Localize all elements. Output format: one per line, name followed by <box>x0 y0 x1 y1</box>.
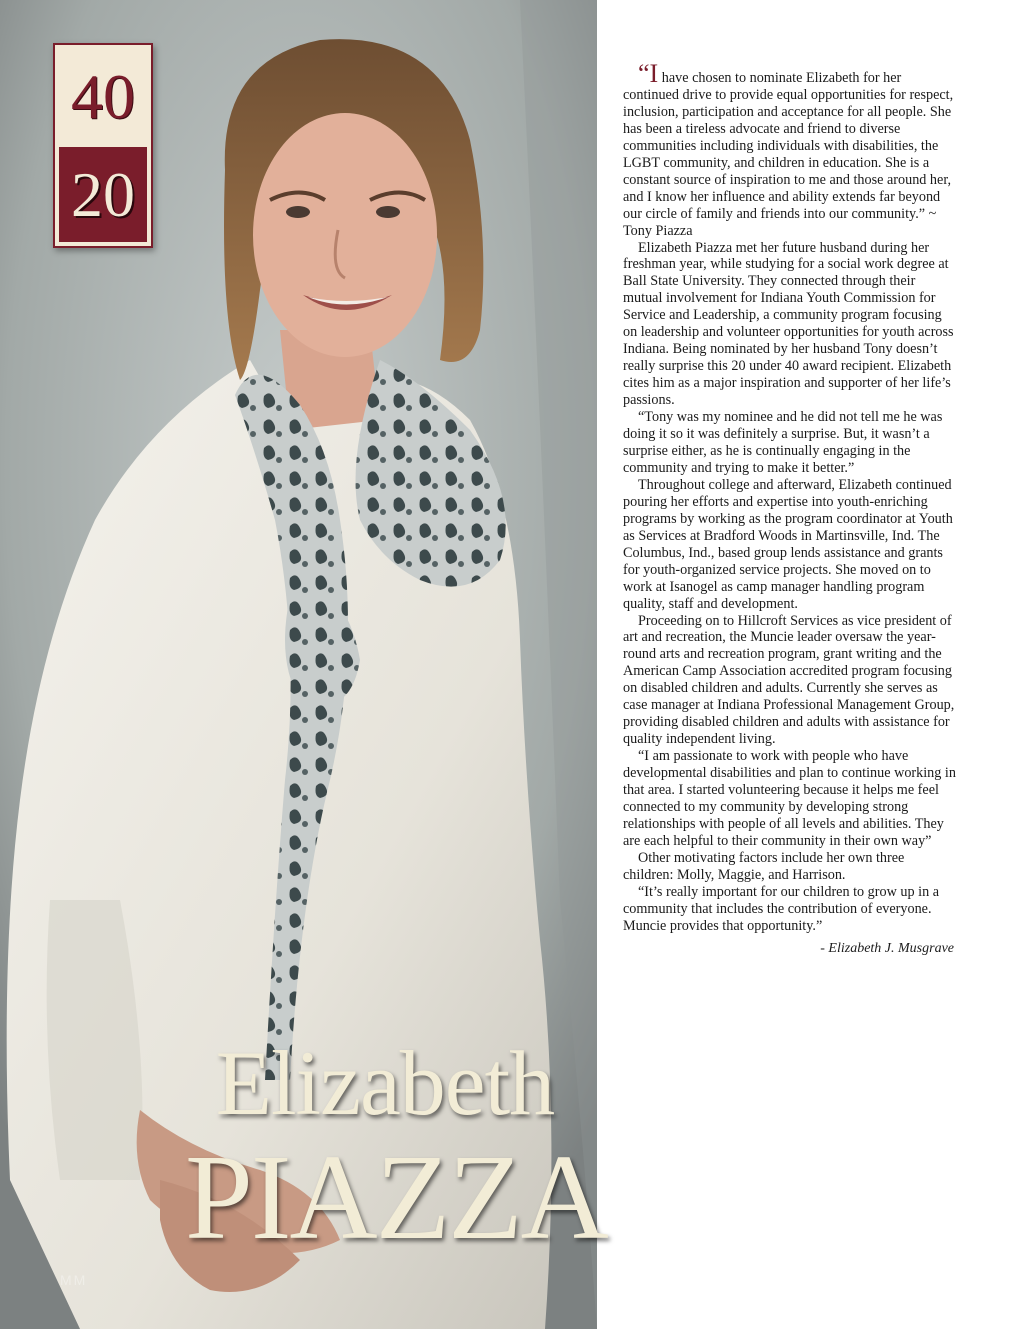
article-paragraph-text: have chosen to nominate Elizabeth for her continued drive to provide equal opportunities for respect, inclusion, participation and acceptance for all people. She has been a tireless advocate and friend to diverse communities including individuals with disabilities, the LGBT community, and children in education. She is a constant source of inspiration to me and those around her, and I know her influence and ability extends far beyond our circle of family and friends into our community.” ~ Tony Piazza <box>623 70 954 239</box>
article-paragraph: Throughout college and afterward, Elizabeth continued pouring her efforts and expertise into youth-enriching programs by working as the program coordinator at Youth as Services at Bradford Woods in Martinsville, Ind. The Columbus, Ind., based group lends assistance and grants for youth-organized service projects. She moved on to work at Isanogel as camp manager handling program quality, staff and development. <box>623 476 953 612</box>
forty-twenty-badge <box>53 43 153 248</box>
article-paragraph: “Tony was my nominee and he did not tell me he was doing it so it was definitely a surprise. But, it wasn’t a surprise either, as he is continually engaging in the community and trying to make it better.” <box>623 409 943 476</box>
article-paragraph: “It’s really important for our children to grow up in a community that includes the contribution of everyone. Muncie provides that opportunity.” <box>623 883 940 934</box>
honoree-first-name: Elizabeth <box>215 1032 555 1134</box>
article-paragraph <box>623 59 958 240</box>
article-paragraph: Other motivating factors include her own three children: Molly, Maggie, and Harrison. <box>623 849 905 883</box>
photo-watermark: MM <box>60 1272 88 1288</box>
honoree-last-name: PIAZZA <box>185 1130 607 1265</box>
badge-bottom-number: 20 <box>59 147 147 242</box>
badge-top-number: 40 <box>71 60 135 132</box>
article-body <box>623 59 958 958</box>
author-byline: - Elizabeth J. Musgrave <box>820 940 954 956</box>
opening-quote: “I <box>638 59 659 88</box>
article-paragraph: Proceeding on to Hillcroft Services as vice president of art and recreation, the Muncie leader oversaw the year-round arts and recreation program, grant writing and the American Camp Association accredited program focusing on disabled children and adults. Currently she serves as case manager at Indiana Professional Management Group, providing disabled children and adults with assistance for quality independent living. <box>623 612 955 748</box>
article-paragraph: Elizabeth Piazza met her future husband during her freshman year, while studying for a social work degree at Ball State University. They connected through their mutual involvement for Indiana Youth Commission for Service and Leadership, a community program focusing on leadership and volunteer opportunities for youth across Indiana. Being nominated by her husband Tony doesn’t really surprise this 20 under 40 award recipient. Elizabeth cites him as a major inspiration and supporter of her life’s passions. <box>623 239 954 409</box>
article-paragraph: “I am passionate to work with people who have developmental disabilities and plan to continue working in that area. I started volunteering because it helps me feel connected to my community by developing strong relationships with people of all levels and abilities. They are each helpful to their community in their own way” <box>623 748 956 849</box>
